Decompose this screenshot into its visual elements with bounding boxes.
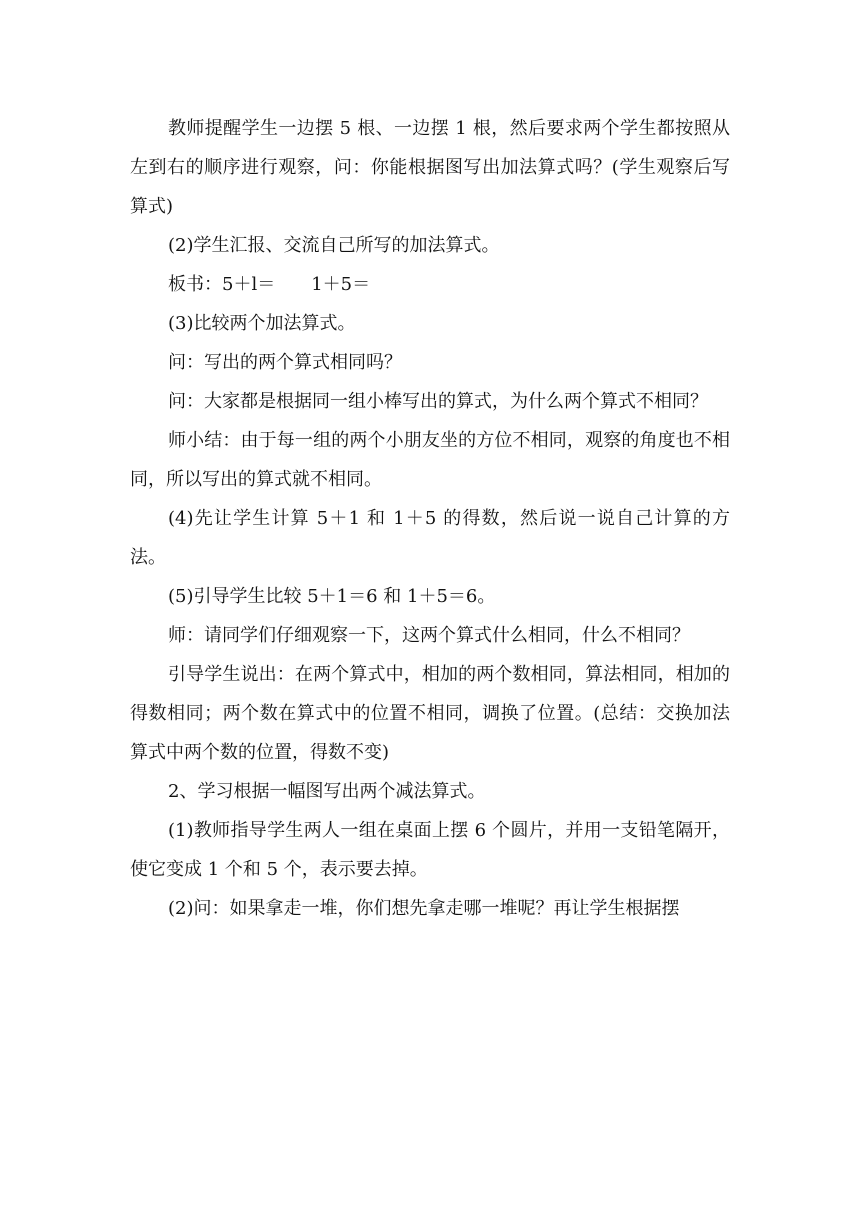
- paragraph-report: (2)学生汇报、交流自己所写的加法算式。: [168, 235, 500, 256]
- paragraph-board: 板书：5＋l＝ 1＋5＝: [168, 274, 371, 295]
- document-page: [130, 109, 730, 928]
- paragraph-question-2: 问：大家都是根据同一组小棒写出的算式，为什么两个算式不相同？: [168, 391, 708, 412]
- paragraph-question-1: 问：写出的两个算式相同吗？: [168, 352, 402, 373]
- paragraph-calculate: (4)先让学生计算 5＋1 和 1＋5 的得数，然后说一说自己计算的方法。: [130, 508, 730, 568]
- paragraph-discs: (1)教师指导学生两人一组在桌面上摆 6 个圆片，并用一支铅笔隔开，使它变成 1 个和 5 个，表示要去掉。: [130, 820, 730, 880]
- paragraph-section-2: 2、学习根据一幅图写出两个减法算式。: [168, 781, 486, 802]
- paragraph-guide-compare: (5)引导学生比较 5＋1＝6 和 1＋5＝6。: [168, 586, 496, 607]
- paragraph-compare: (3)比较两个加法算式。: [168, 313, 356, 334]
- paragraph-take-away: (2)问：如果拿走一堆，你们想先拿走哪一堆呢？再让学生根据摆: [168, 898, 680, 919]
- paragraph-observe: 教师提醒学生一边摆 5 根、一边摆 1 根，然后要求两个学生都按照从左到右的顺序进行观察，问：你能根据图写出加法算式吗？(学生观察后写算式): [130, 118, 730, 217]
- paragraph-conclusion: 引导学生说出：在两个算式中，相加的两个数相同，算法相同，相加的得数相同；两个数在算式中的位置不相同，调换了位置。(总结：交换加法算式中两个数的位置，得数不变): [130, 664, 730, 763]
- paragraph-summary: 师小结：由于每一组的两个小朋友坐的方位不相同，观察的角度也不相同，所以写出的算式就不相同。: [130, 430, 730, 490]
- paragraph-teacher-ask: 师：请同学们仔细观察一下，这两个算式什么相同，什么不相同？: [168, 625, 690, 646]
